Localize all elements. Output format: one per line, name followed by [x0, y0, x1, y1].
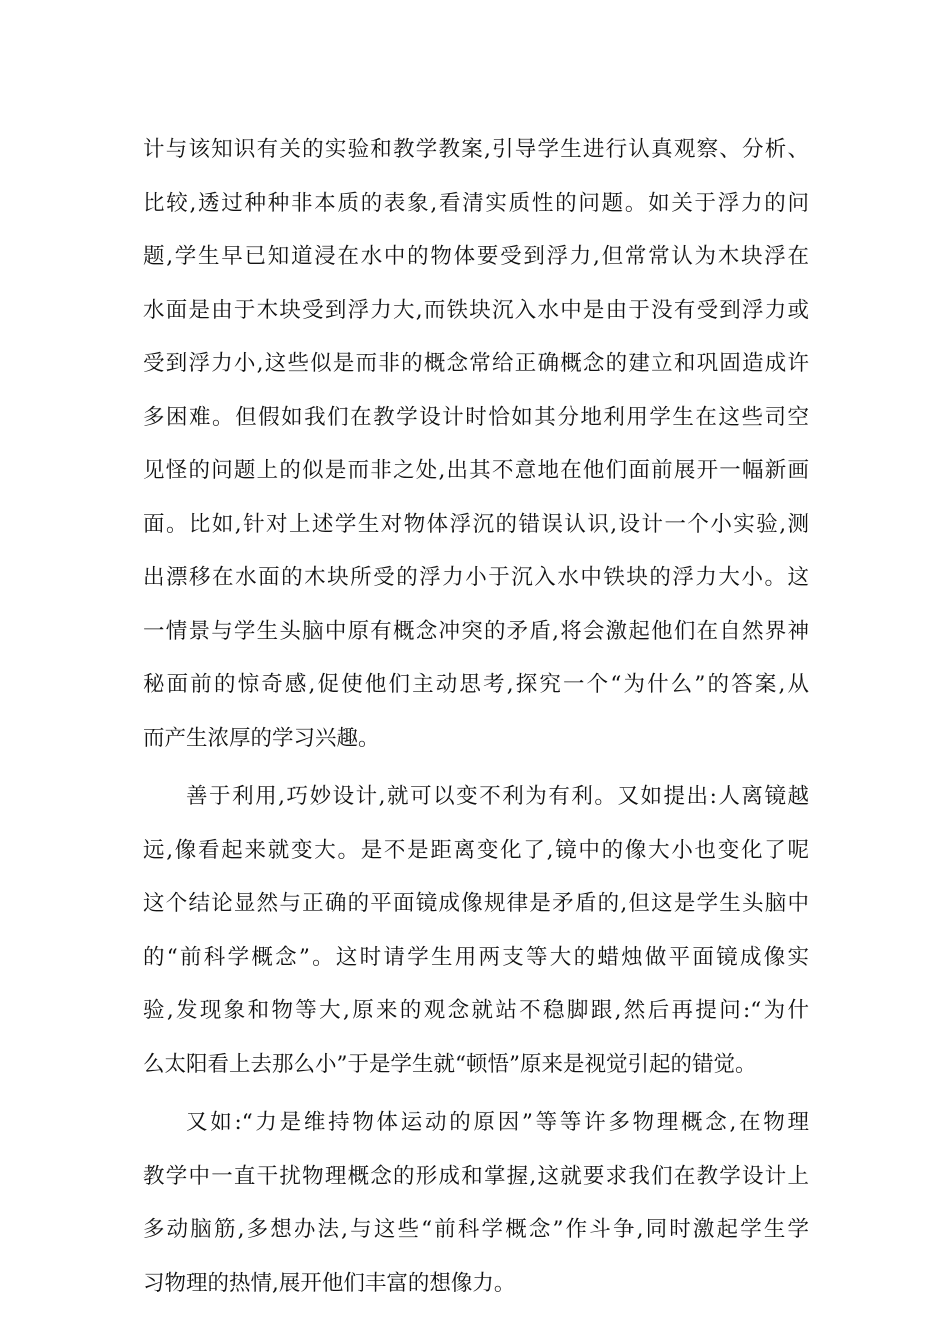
text-line: 教学中一直干扰物理概念的形成和掌握,这就要求我们在教学设计上 [143, 1163, 809, 1189]
paragraph-3 [143, 1096, 809, 1310]
text-line: 题,学生早已知道浸在水中的物体要受到浮力,但常常认为木块浮在 [143, 244, 809, 269]
document-body [143, 123, 809, 1310]
text-line: 远,像看起来就变大。是不是距离变化了,镜中的像大小也变化了呢 [143, 837, 809, 863]
text-line: 多困难。但假如我们在教学设计时恰如其分地利用学生在这些司空 [143, 404, 809, 430]
text-line: 见怪的问题上的似是而非之处,出其不意地在他们面前展开一幅新画 [143, 458, 809, 483]
text-line: 而产生浓厚的学习兴趣。 [143, 725, 380, 751]
text-line: 一情景与学生头脑中原有概念冲突的矛盾,将会激起他们在自然界神 [143, 618, 809, 644]
paragraph-2 [143, 770, 809, 1091]
text-line: 受到浮力小,这些似是而非的概念常给正确概念的建立和巩固造成许 [143, 351, 809, 376]
text-line: 的“前科学概念”。这时请学生用两支等大的蜡烛做平面镜成像实 [143, 944, 809, 970]
text-line: 出漂移在水面的木块所受的浮力小于沉入水中铁块的浮力大小。这 [143, 565, 809, 590]
text-line: 验,发现象和物等大,原来的观念就站不稳脚跟,然后再提问:“为什 [143, 998, 809, 1023]
text-line: 习物理的热情,展开他们丰富的想像力。 [143, 1270, 516, 1296]
text-line: 计与该知识有关的实验和教学教案,引导学生进行认真观察、分析、 [143, 137, 809, 162]
text-line: 这个结论显然与正确的平面镜成像规律是矛盾的,但这是学生头脑中 [143, 891, 809, 916]
text-line: 比较,透过种种非本质的表象,看清实质性的问题。如关于浮力的问 [143, 190, 809, 216]
paragraph-1 [143, 123, 809, 765]
text-line: 秘面前的惊奇感,促使他们主动思考,探究一个“为什么”的答案,从 [143, 672, 809, 697]
text-line: 多动脑筋,多想办法,与这些“前科学概念”作斗争,同时激起学生学 [143, 1217, 809, 1242]
text-line: 善于利用,巧妙设计,就可以变不利为有利。又如提出:人离镜越 [186, 784, 809, 809]
text-line: 么太阳看上去那么小”于是学生就“顿悟”原来是视觉引起的错觉。 [143, 1051, 757, 1077]
text-line: 又如:“力是维持物体运动的原因”等等许多物理概念,在物理 [186, 1110, 809, 1135]
text-line: 面。比如,针对上述学生对物体浮沉的错误认识,设计一个小实验,测 [143, 511, 809, 537]
text-line: 水面是由于木块受到浮力大,而铁块沉入水中是由于没有受到浮力或 [143, 297, 809, 323]
